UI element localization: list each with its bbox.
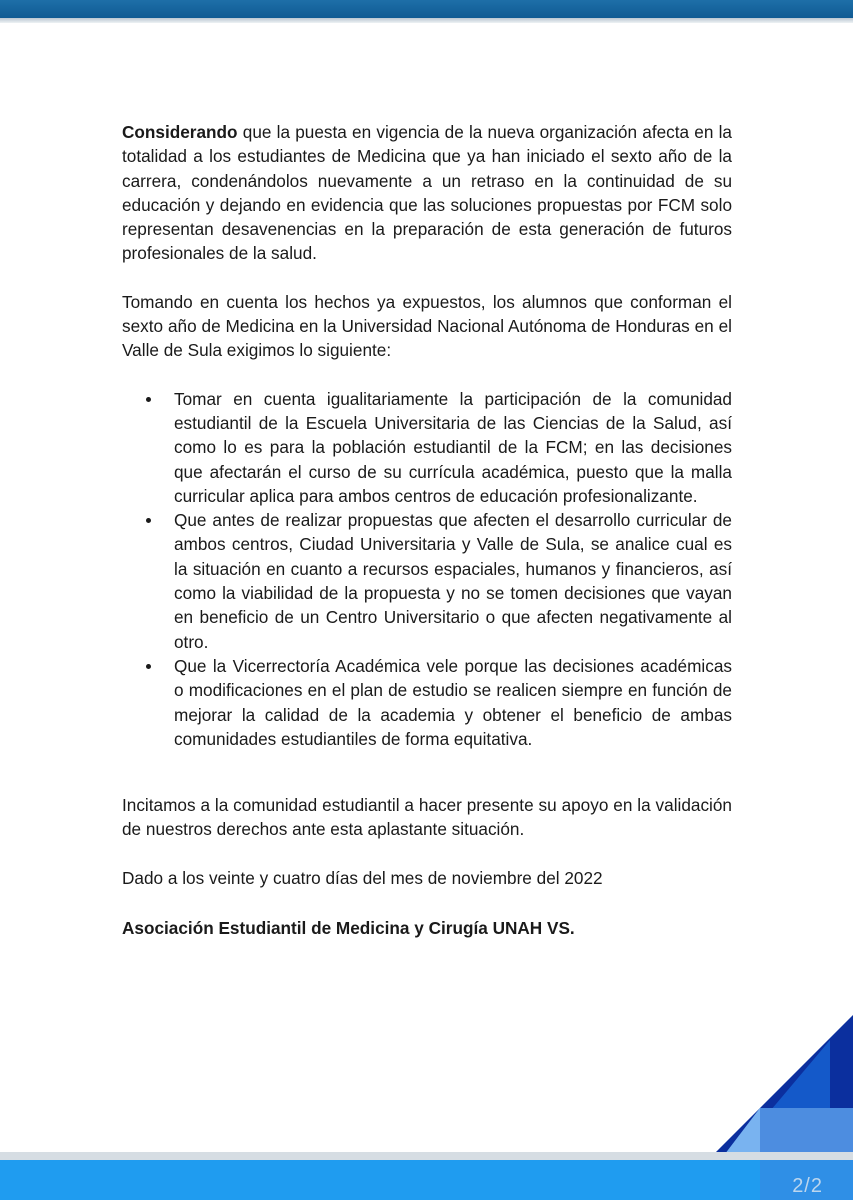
list-item (122, 387, 732, 508)
bullet-icon (146, 664, 151, 669)
list-item-text: Que la Vicerrectoría Académica vele porque las decisiones académicas o modificaciones en el plan de estudio se realicen siempre en función de mejorar la calidad de la academia y obtener el beneficio de ambas comunidades estudiantiles de forma equitativa. (174, 655, 732, 749)
list-item-text: Tomar en cuenta igualitariamente la participación de la comunidad estudiantil de la Escuela Universitaria de las Ciencias de la Salud, así como lo es para la población estudiantil de la FCM; en las decisiones que afectarán el curso de su currícula académica, puesto que la malla curricular aplica para ambos centros de educación profesionalizante. (174, 388, 732, 506)
paragraph-incitamos: Incitamos a la comunidad estudiantil a hacer presente su apoyo en la validación de nuestros derechos ante esta aplastante situación. (122, 795, 732, 840)
signature: Asociación Estudiantil de Medicina y Cirugía UNAH VS. (122, 918, 575, 939)
bullet-icon (146, 518, 151, 523)
footer-band-shadow (0, 1152, 853, 1160)
considerando-text: que la puesta en vigencia de la nueva organización afecta en la totalidad a los estudiantes de Medicina que ya han iniciado el sexto año de la carrera, condenándolos nuevamente a un retraso en la continuidad de su educación y dejando en evidencia que las soluciones propuestas por FCM solo representan desavenencias en la preparación de esta generación de futuros profesionales de la salud. (122, 122, 732, 264)
bullet-icon (146, 397, 151, 402)
list-item (122, 508, 732, 654)
list-item-text: Que antes de realizar propuestas que afecten el desarrollo curricular de ambos centros, Ciudad Universitaria y Valle de Sula, se analice cual es la situación en cuanto a recursos espaciales, humanos y financieros, así como la viabilidad de la propuesta y no se tomen decisiones que vayan en beneficio de un Centro Universitario o que afecten negativamente al otro. (174, 510, 732, 652)
list-item (122, 654, 732, 751)
footer-band (0, 1160, 760, 1200)
considerando-lead: Considerando (122, 122, 238, 142)
page-number: 2/2 (792, 1175, 823, 1197)
paragraph-tomando: Tomando en cuenta los hechos ya expuestos, los alumnos que conforman el sexto año de Medicina en la Universidad Nacional Autónoma de Honduras en el Valle de Sula exigimos lo siguiente: (122, 291, 732, 361)
paragraph-considerando (122, 120, 732, 266)
date-line: Dado a los veinte y cuatro días del mes de noviembre del 2022 (122, 867, 603, 888)
document-body (122, 120, 732, 940)
demands-list (122, 387, 732, 751)
